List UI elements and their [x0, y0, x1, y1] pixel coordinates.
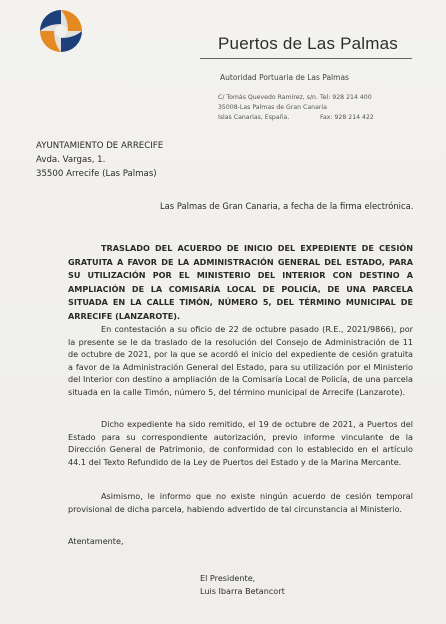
body-paragraph-3: [68, 490, 413, 515]
address-line: C/ Tomás Quevedo Ramírez, s/n.: [218, 94, 318, 101]
address-block: [218, 93, 327, 123]
org-name: Puertos de Las Palmas: [218, 34, 398, 53]
recipient-street: Avda. Vargas, 1.: [36, 155, 106, 165]
signatory-title: El Presidente,: [200, 573, 256, 583]
body-paragraph-1: [68, 323, 413, 399]
contact-block: [320, 93, 374, 123]
org-subtitle: Autoridad Portuaria de Las Palmas: [220, 73, 349, 82]
phone-number: Tel: 928 214 400: [320, 94, 372, 101]
header-divider: [200, 58, 412, 59]
subject-text: TRASLADO DEL ACUERDO DE INICIO DEL EXPEDIENTE DE CESIÓN GRATUITA A FAVOR DE LA ADMINISTRACIÓN GENERAL DEL ESTADO, PARA SU UTILIZACIÓN POR EL MINISTERIO DEL INTERIOR CON DESTINO A AMPLIACIÓN DE LA COMISARÍA LOCAL DE POLICÍA, DE UNA PARCELA SITUADA EN LA CALLE TIMÓN, NÚMERO 5, DEL TÉRMINO MUNICIPAL DE ARRECIFE (LANZAROTE).: [68, 243, 413, 321]
recipient-city: 35500 Arrecife (Las Palmas): [36, 169, 157, 179]
paragraph-text: Dicho expediente ha sido remitido, el 19 de octubre de 2021, a Puertos del Estado para su correspondiente autorización, previo informe vinculante de la Dirección General de Patrimonio, de conformidad con lo establecido en el artículo 44.1 del Texto Refundido de la Ley de Puertos del Estado y de la Marina Mercante.: [68, 419, 413, 467]
recipient-name: AYUNTAMIENTO DE ARRECIFE: [36, 141, 164, 151]
recipient-block: [36, 139, 163, 181]
address-line: 35008-Las Palmas de Gran Canaria: [218, 104, 327, 111]
signature-block: [200, 572, 285, 598]
signatory-name: Luis Ibarra Betancort: [200, 586, 285, 596]
port-authority-logo: [38, 8, 84, 54]
closing-salutation: Atentamente,: [68, 536, 124, 546]
subject-heading: [68, 242, 413, 324]
paragraph-text: En contestación a su oficio de 22 de octubre pasado (R.E., 2021/9866), por la presente se le da traslado de la resolución del Consejo de Administración de 11 de octubre de 2021, por la que se acordó el inicio del expediente de cesión gratuita a favor de la Administración General del Estado, para su utilización por el Ministerio del Interior con destino a ampliación de la Comisaría Local de Policía, de una parcela situada en la calle Timón, número 5, del término municipal de Arrecife (Lanzarote).: [68, 324, 413, 397]
body-paragraph-2: [68, 418, 413, 468]
fax-number: Fax: 928 214 422: [320, 114, 374, 121]
address-line: Islas Canarias, España.: [218, 114, 290, 121]
date-line: Las Palmas de Gran Canaria, a fecha de la firma electrónica.: [160, 201, 414, 211]
paragraph-text: Asimismo, le informo que no existe ningún acuerdo de cesión temporal provisional de dicha parcela, habiendo advertido de tal circunstancia al Ministerio.: [68, 491, 413, 514]
